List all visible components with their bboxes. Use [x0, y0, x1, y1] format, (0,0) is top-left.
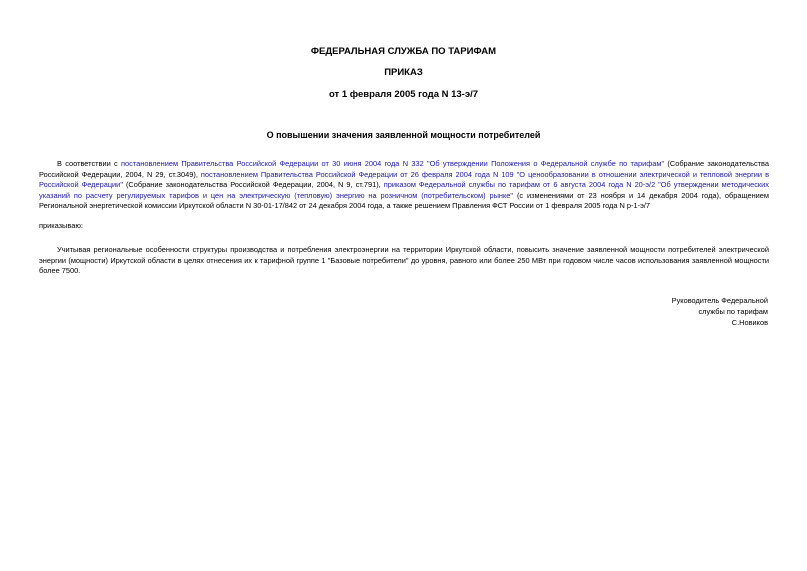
org-title: ФЕДЕРАЛЬНАЯ СЛУЖБА ПО ТАРИФАМ [310, 46, 497, 57]
document-type: ПРИКАЗ [384, 67, 423, 78]
preamble-text-1: В соответствии с [57, 159, 122, 168]
signature-name: С.Новиков [731, 318, 768, 327]
signature-position-line-2: службы по тарифам [698, 307, 768, 316]
link-fst-order-20-e-2[interactable]: приказом Федеральной службы по тарифам от 6 августа 2004 года N 20-э/2 "Об утверждении методических указаний по расчету регулируемых тарифов и цен на электрическую (тепловую) энергию на розничном (потребительском) рынке" [39, 180, 769, 200]
link-government-decree-109[interactable]: постановлением Правительства Российской Федерации от 26 февраля 2004 года N 109 "О ценообразовании в отношении электрической и тепловой энергии в Российской Федерации" [39, 169, 770, 190]
document-subject: О повышении значения заявленной мощности потребителей [266, 130, 541, 140]
link-government-decree-332[interactable]: постановлением Правительства Российской Федерации от 30 июня 2004 года N 332 "Об утверждении Положения о Федеральной службе по тарифам" [121, 159, 665, 168]
preamble-text-3: (Собрание законодательства Российской Федерации, 2004, N 9, ст.791), [122, 180, 384, 190]
document-date-number: от 1 февраля 2005 года N 13-э/7 [328, 89, 479, 100]
signature-position-line-1: Руководитель Федеральной [671, 296, 768, 305]
order-body-paragraph: Учитывая региональные особенности структуры производства и потребления электроэнергии на территории Иркутской области, повысить значение заявленной мощности потребителей электрической энергии (мощности) Иркутской области в целях отнесения их к тарифной группе 1 "Базовые потребители" до уровня, равного или более 250 МВт при годовом числе часов использования заявленной мощности более 7500. [39, 245, 769, 276]
preamble-text-4: (с изменениями от 23 ноября и 14 декабря 2004 года), обращением Региональной энергетической комиссии Иркутской области N 30-01-17/842 от 24 декабря 2004 года, а также решением Правления ФСТ России от 1 февраля 2005 года N р-1-э/7 [39, 190, 769, 211]
signature-block [672, 295, 768, 328]
preamble-text-2: (Собрание законодательства Российской Федерации, 2004, N 29, ст.3049), [39, 159, 769, 179]
preamble-paragraph [39, 159, 769, 212]
order-word: приказываю: [39, 221, 83, 230]
